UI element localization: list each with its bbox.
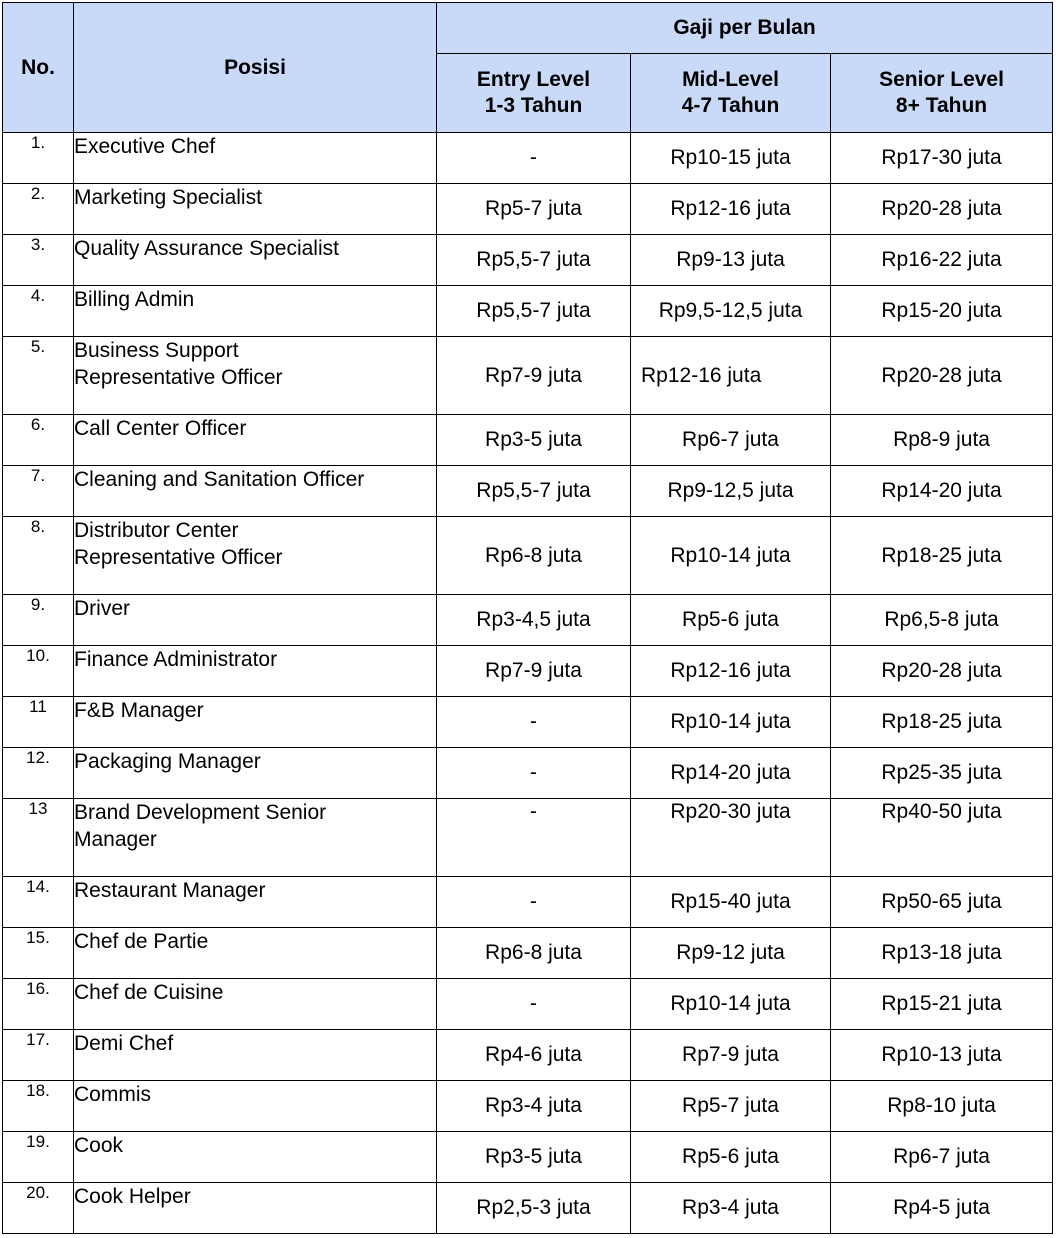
cell-entry: - (437, 799, 631, 877)
table-row (3, 1183, 1053, 1234)
cell-mid: Rp9,5-12,5 juta (631, 286, 831, 337)
table-row (3, 133, 1053, 184)
table-row (3, 595, 1053, 646)
cell-senior: Rp16-22 juta (831, 235, 1053, 286)
header-entry-level-years: 1-3 Tahun (484, 94, 583, 117)
table-row (3, 466, 1053, 517)
table-header (3, 3, 1053, 133)
cell-posisi: Cleaning and Sanitation Officer (74, 466, 437, 517)
cell-posisi: Executive Chef (74, 133, 437, 184)
cell-posisi: Marketing Specialist (74, 184, 437, 235)
table-row (3, 877, 1053, 928)
table-row (3, 517, 1053, 595)
cell-senior: Rp8-10 juta (831, 1081, 1053, 1132)
header-row-1 (3, 3, 1053, 54)
cell-senior: Rp20-28 juta (831, 184, 1053, 235)
cell-posisi: Packaging Manager (74, 748, 437, 799)
cell-senior: Rp25-35 juta (831, 748, 1053, 799)
cell-no: 8. (3, 517, 74, 595)
cell-mid: Rp10-14 juta (631, 697, 831, 748)
cell-entry: Rp6-8 juta (437, 928, 631, 979)
cell-entry: Rp7-9 juta (437, 337, 631, 415)
cell-entry: Rp2,5-3 juta (437, 1183, 631, 1234)
cell-no: 9. (3, 595, 74, 646)
table-row (3, 337, 1053, 415)
cell-mid: Rp9-13 juta (631, 235, 831, 286)
table-row (3, 286, 1053, 337)
header-salary-group: Gaji per Bulan (437, 3, 1053, 54)
cell-mid: Rp7-9 juta (631, 1030, 831, 1081)
cell-posisi-line1: Brand Development Senior (74, 801, 327, 824)
cell-mid: Rp12-16 juta (631, 184, 831, 235)
table-row (3, 1081, 1053, 1132)
cell-mid: Rp20-30 juta (631, 799, 831, 877)
cell-mid: Rp9-12 juta (631, 928, 831, 979)
cell-entry: Rp5,5-7 juta (437, 466, 631, 517)
cell-posisi (74, 337, 437, 415)
cell-entry: Rp3-5 juta (437, 415, 631, 466)
cell-posisi-line2: Representative Officer (74, 546, 283, 569)
cell-entry: - (437, 748, 631, 799)
cell-entry: Rp3-5 juta (437, 1132, 631, 1183)
cell-no: 19. (3, 1132, 74, 1183)
cell-entry: Rp5,5-7 juta (437, 286, 631, 337)
cell-entry: Rp3-4 juta (437, 1081, 631, 1132)
table-row (3, 928, 1053, 979)
header-entry-level (437, 54, 631, 133)
cell-no: 3. (3, 235, 74, 286)
cell-posisi: F&B Manager (74, 697, 437, 748)
table-row (3, 1030, 1053, 1081)
cell-senior: Rp18-25 juta (831, 697, 1053, 748)
table-row (3, 979, 1053, 1030)
header-senior-level-title: Senior Level (879, 68, 1004, 91)
cell-no: 20. (3, 1183, 74, 1234)
cell-no: 10. (3, 646, 74, 697)
cell-entry: - (437, 979, 631, 1030)
cell-mid: Rp9-12,5 juta (631, 466, 831, 517)
cell-posisi: Chef de Partie (74, 928, 437, 979)
cell-entry: - (437, 877, 631, 928)
header-mid-level-years: 4-7 Tahun (681, 94, 780, 117)
table-row (3, 646, 1053, 697)
cell-mid: Rp10-14 juta (631, 979, 831, 1030)
cell-posisi: Commis (74, 1081, 437, 1132)
cell-mid: Rp5-6 juta (631, 595, 831, 646)
cell-posisi: Driver (74, 595, 437, 646)
cell-senior: Rp6-7 juta (831, 1132, 1053, 1183)
cell-senior: Rp13-18 juta (831, 928, 1053, 979)
cell-no: 7. (3, 466, 74, 517)
cell-senior: Rp17-30 juta (831, 133, 1053, 184)
header-mid-level (631, 54, 831, 133)
cell-senior: Rp40-50 juta (831, 799, 1053, 877)
table-row (3, 799, 1053, 877)
cell-posisi: Cook Helper (74, 1183, 437, 1234)
cell-posisi: Restaurant Manager (74, 877, 437, 928)
cell-entry: Rp5-7 juta (437, 184, 631, 235)
cell-no: 18. (3, 1081, 74, 1132)
cell-entry: Rp6-8 juta (437, 517, 631, 595)
cell-entry: - (437, 697, 631, 748)
cell-mid: Rp5-6 juta (631, 1132, 831, 1183)
cell-no: 15. (3, 928, 74, 979)
cell-no: 2. (3, 184, 74, 235)
header-no: No. (3, 3, 74, 133)
cell-posisi-line2: Manager (74, 828, 157, 851)
header-senior-level-years: 8+ Tahun (895, 94, 988, 117)
cell-entry: Rp3-4,5 juta (437, 595, 631, 646)
table-body (3, 133, 1053, 1234)
cell-posisi (74, 517, 437, 595)
cell-no: 11 (3, 697, 74, 748)
cell-posisi: Call Center Officer (74, 415, 437, 466)
cell-mid: Rp5-7 juta (631, 1081, 831, 1132)
cell-no: 12. (3, 748, 74, 799)
header-mid-level-title: Mid-Level (682, 68, 779, 91)
cell-posisi-line2: Representative Officer (74, 366, 283, 389)
cell-posisi: Quality Assurance Specialist (74, 235, 437, 286)
cell-entry: Rp4-6 juta (437, 1030, 631, 1081)
cell-senior: Rp18-25 juta (831, 517, 1053, 595)
header-entry-level-title: Entry Level (476, 68, 591, 91)
cell-senior: Rp50-65 juta (831, 877, 1053, 928)
cell-posisi: Finance Administrator (74, 646, 437, 697)
cell-mid: Rp3-4 juta (631, 1183, 831, 1234)
salary-table (2, 2, 1053, 1234)
cell-no: 13 (3, 799, 74, 877)
cell-no: 6. (3, 415, 74, 466)
cell-senior: Rp8-9 juta (831, 415, 1053, 466)
cell-entry: Rp7-9 juta (437, 646, 631, 697)
cell-mid: Rp15-40 juta (631, 877, 831, 928)
cell-senior: Rp10-13 juta (831, 1030, 1053, 1081)
cell-posisi (74, 799, 437, 877)
cell-senior: Rp20-28 juta (831, 646, 1053, 697)
cell-mid: Rp14-20 juta (631, 748, 831, 799)
cell-no: 5. (3, 337, 74, 415)
cell-mid: Rp12-16 juta (631, 337, 831, 415)
cell-senior: Rp4-5 juta (831, 1183, 1053, 1234)
header-senior-level (831, 54, 1053, 133)
table-row (3, 697, 1053, 748)
cell-posisi-line1: Distributor Center (74, 519, 239, 542)
salary-table-wrapper (2, 2, 1053, 1234)
cell-no: 17. (3, 1030, 74, 1081)
cell-senior: Rp15-21 juta (831, 979, 1053, 1030)
table-row (3, 235, 1053, 286)
header-posisi: Posisi (74, 3, 437, 133)
cell-mid: Rp12-16 juta (631, 646, 831, 697)
cell-senior: Rp20-28 juta (831, 337, 1053, 415)
table-row (3, 184, 1053, 235)
cell-posisi: Billing Admin (74, 286, 437, 337)
cell-senior: Rp14-20 juta (831, 466, 1053, 517)
cell-no: 1. (3, 133, 74, 184)
cell-posisi: Cook (74, 1132, 437, 1183)
cell-entry: Rp5,5-7 juta (437, 235, 631, 286)
table-row (3, 748, 1053, 799)
cell-posisi: Chef de Cuisine (74, 979, 437, 1030)
cell-mid: Rp10-14 juta (631, 517, 831, 595)
table-row (3, 1132, 1053, 1183)
cell-entry: - (437, 133, 631, 184)
table-row (3, 415, 1053, 466)
cell-posisi-line1: Business Support (74, 339, 239, 362)
cell-senior: Rp15-20 juta (831, 286, 1053, 337)
cell-no: 14. (3, 877, 74, 928)
cell-posisi: Demi Chef (74, 1030, 437, 1081)
cell-no: 16. (3, 979, 74, 1030)
cell-senior: Rp6,5-8 juta (831, 595, 1053, 646)
cell-mid: Rp10-15 juta (631, 133, 831, 184)
cell-no: 4. (3, 286, 74, 337)
cell-mid: Rp6-7 juta (631, 415, 831, 466)
